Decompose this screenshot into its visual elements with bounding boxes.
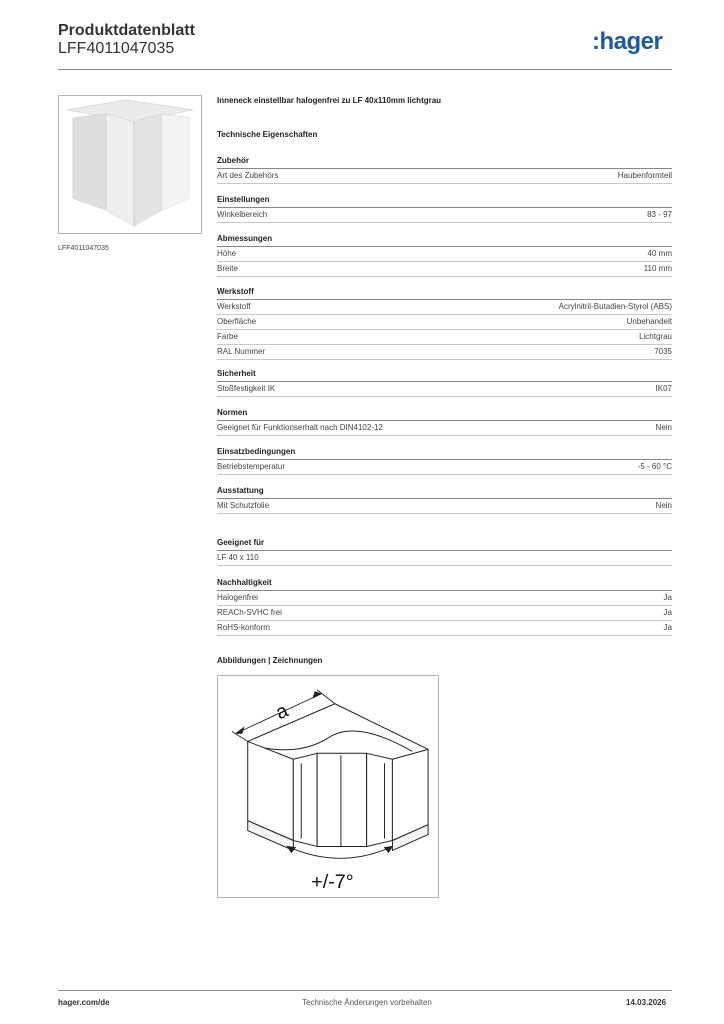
- section-heading: Technische Eigenschaften: [217, 130, 318, 139]
- group-normen: [217, 407, 672, 436]
- group-title: Einsatzbedingungen: [217, 446, 672, 460]
- spec-label: Winkelbereich: [217, 210, 268, 219]
- spec-row: [217, 621, 672, 636]
- angle-label: +/-7°: [311, 871, 354, 894]
- figures-heading: Abbildungen | Zeichnungen: [217, 656, 323, 665]
- group-abmessungen: [217, 233, 672, 277]
- spec-value: Ja: [663, 623, 672, 632]
- spec-value: 7035: [654, 347, 672, 356]
- spec-row: [217, 262, 672, 277]
- thumbnail-caption: LFF4011047035: [58, 245, 109, 252]
- dimension-label-a: a: [272, 699, 292, 725]
- spec-value: Nein: [655, 423, 672, 432]
- spec-row: [217, 315, 672, 330]
- spec-row: [217, 330, 672, 345]
- group-title: Geeignet für: [217, 537, 672, 551]
- footer-divider: [58, 990, 672, 991]
- group-werkstoff: [217, 286, 672, 360]
- spec-label: RAL Nummer: [217, 347, 266, 356]
- spec-value: Acrylnitril-Butadien-Styrol (ABS): [558, 302, 672, 311]
- group-title: Ausstattung: [217, 485, 672, 499]
- spec-value: 83 - 97: [647, 210, 672, 219]
- inner-corner-drawing: [218, 676, 438, 897]
- spec-value: Unbehandelt: [626, 317, 672, 326]
- product-title: Inneneck einstellbar halogenfrei zu LF 40x110mm lichtgrau: [217, 96, 442, 105]
- footer-website[interactable]: hager.com/de: [58, 998, 110, 1007]
- spec-label: Oberfläche: [217, 317, 257, 326]
- spec-value: -5 - 60 °C: [637, 462, 672, 471]
- spec-label: Art des Zubehörs: [217, 171, 279, 180]
- spec-row: [217, 421, 672, 436]
- spec-row: [217, 460, 672, 475]
- group-title: Einstellungen: [217, 194, 672, 208]
- spec-label: Halogenfrei: [217, 593, 258, 602]
- spec-row: [217, 345, 672, 360]
- spec-value: IK07: [655, 384, 672, 393]
- document-title: Produktdatenblatt: [58, 22, 195, 39]
- spec-value: 40 mm: [647, 249, 672, 258]
- spec-value: Haubenformteil: [617, 171, 672, 180]
- spec-label: Höhe: [217, 249, 237, 258]
- spec-label: Geeignet für Funktionserhalt nach DIN4102-12: [217, 423, 383, 432]
- spec-label: Betriebstemperatur: [217, 462, 286, 471]
- group-ausstattung: [217, 485, 672, 514]
- spec-label: REACh-SVHC frei: [217, 608, 282, 617]
- spec-label: Breite: [217, 264, 238, 273]
- footer-notice: Technische Änderungen vorbehalten: [302, 998, 432, 1007]
- spec-label: LF 40 x 110: [217, 553, 259, 562]
- spec-row: [217, 208, 672, 223]
- group-title: Zubehör: [217, 155, 672, 169]
- spec-value: Lichtgrau: [639, 332, 672, 341]
- spec-row: [217, 551, 672, 566]
- header-divider: [58, 69, 672, 70]
- spec-label: Mit Schutzfolie: [217, 501, 270, 510]
- spec-row: [217, 247, 672, 262]
- spec-value: Ja: [663, 593, 672, 602]
- spec-value: Ja: [663, 608, 672, 617]
- product-code: LFF4011047035: [58, 40, 175, 57]
- group-einstellungen: [217, 194, 672, 223]
- group-nachhaltigkeit: [217, 577, 672, 636]
- group-sicherheit: [217, 368, 672, 397]
- spec-label: Farbe: [217, 332, 238, 341]
- group-title: Werkstoff: [217, 286, 672, 300]
- product-thumbnail: [58, 95, 202, 234]
- group-geeignet-fuer: [217, 537, 672, 566]
- group-einsatzbedingungen: [217, 446, 672, 475]
- spec-row: [217, 382, 672, 397]
- spec-value: Nein: [655, 501, 672, 510]
- footer-date: 14.03.2026: [626, 998, 667, 1007]
- spec-row: [217, 300, 672, 315]
- spec-label: Werkstoff: [217, 302, 251, 311]
- spec-row: [217, 499, 672, 514]
- spec-row: [217, 606, 672, 621]
- group-title: Sicherheit: [217, 368, 672, 382]
- group-title: Abmessungen: [217, 233, 672, 247]
- spec-row: [217, 169, 672, 184]
- spec-label: RoHS-konform: [217, 623, 270, 632]
- group-zubehoer: [217, 155, 672, 184]
- group-title: Normen: [217, 407, 672, 421]
- spec-row: [217, 591, 672, 606]
- technical-drawing: [217, 675, 439, 898]
- spec-label: Stoßfestigkeit IK: [217, 384, 276, 393]
- spec-value: 110 mm: [643, 264, 672, 273]
- hager-logo: :hager: [592, 28, 663, 55]
- group-title: Nachhaltigkeit: [217, 577, 672, 591]
- product-photo-image: [59, 96, 201, 233]
